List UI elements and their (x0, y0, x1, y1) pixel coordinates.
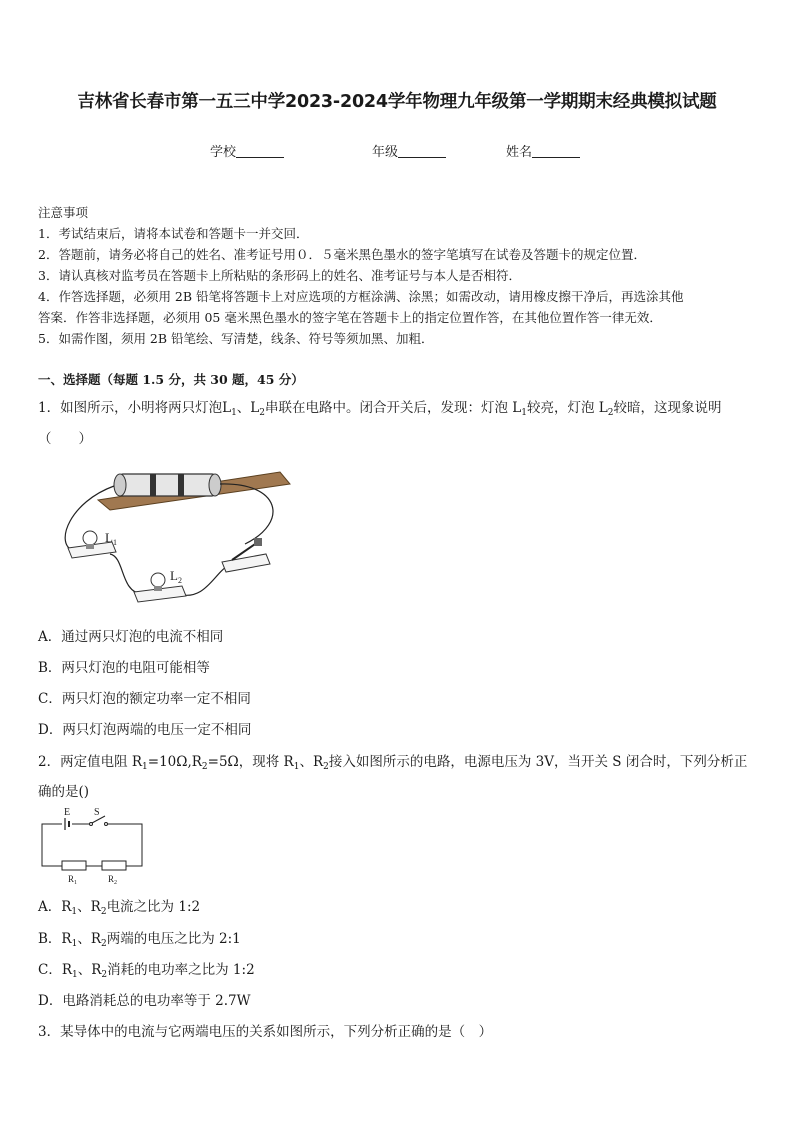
name-label: 姓名 (506, 145, 533, 160)
battery-tube (120, 474, 215, 496)
label-r1: $R_1$ (68, 874, 78, 886)
label-e: E (64, 807, 71, 818)
resistor-r1 (62, 861, 86, 870)
note-item: 3．请认真核对监考员在答题卡上所粘贴的条形码上的姓名、准考证号与本人是否相符． (38, 268, 521, 283)
question-1-stem: 1．如图所示，小明将两只灯泡$L_1$、$L_2$串联在电路中。闭合开关后，发现：灯泡 $L_1$较亮，灯泡 $L_2$较暗，这现象说明 (38, 400, 722, 418)
school-blank (236, 145, 284, 158)
lamp-l1-icon (83, 531, 97, 545)
q2-circuit-figure (38, 806, 148, 886)
question-2-stem: 2．两定值电阻 $R_1=10\Omega,R_2=5\Omega$，现将 $R_1$、$R_2$接入如图所示的电路，电源电压为 3V，当开关 S 闭合时，下列分析正 (38, 754, 748, 772)
lamp-l2-icon (151, 573, 165, 587)
name-blank (532, 145, 580, 158)
name-field (506, 141, 580, 160)
q1-option-a: A．通过两只灯泡的电流不相同 (38, 629, 224, 645)
note-item: 1．考试结束后，请将本试卷和答题卡一并交回． (38, 226, 309, 241)
notes-heading: 注意事项 (38, 205, 89, 220)
q2-option-b: B．$R_1$、$R_2$两端的电压之比为 2:1 (38, 931, 241, 949)
label-l1: $L_1$ (105, 530, 117, 547)
question-3-stem: 3．某导体中的电流与它两端电压的关系如图所示，下列分析正确的是（ ） (38, 1024, 493, 1040)
label-s: S (94, 807, 100, 818)
q2-option-c: C．$R_1$、$R_2$消耗的电功率之比为 1:2 (38, 962, 255, 980)
note-item: 答案．作答非选择题，必须用 05 毫米黑色墨水的签字笔在答题卡上的指定位置作答，在其他位置作答一律无效． (38, 310, 662, 325)
grade-blank (398, 145, 446, 158)
grade-label: 年级 (372, 145, 399, 160)
question-2-stem-line2: 确的是() (38, 784, 90, 800)
q1-option-c: C．两只灯泡的额定功率一定不相同 (38, 691, 251, 707)
q2-option-d: D．电路消耗总的电功率等于 2.7W (38, 993, 251, 1009)
q1-circuit-figure (50, 462, 350, 612)
resistor-r2 (102, 861, 126, 870)
question-1-paren: （ ） (38, 431, 92, 447)
switch-base (222, 554, 270, 572)
label-l2: $L_2$ (170, 568, 182, 585)
note-item: 2．答题前，请务必将自己的姓名、准考证号用０．５毫米黑色墨水的签字笔填写在试卷及答题卡的规定位置． (38, 247, 646, 262)
school-label: 学校 (210, 145, 237, 160)
note-item: 4．作答选择题，必须用 2B 铅笔将答题卡上对应选项的方框涂满、涂黑；如需改动，请用橡皮擦干净后，再选涂其他 (38, 289, 684, 304)
page-title: 吉林省长春市第一五三中学2023-2024学年物理九年级第一学期期末经典模拟试题 (77, 92, 717, 112)
note-item: 5．如需作图，须用 2B 铅笔绘、写清楚，线条、符号等须加黑、加粗． (38, 331, 434, 346)
q2-option-a: A．$R_1$、$R_2$电流之比为 1:2 (38, 899, 201, 917)
label-r2: $R_2$ (108, 874, 118, 886)
school-field (210, 141, 284, 160)
section-heading: 一、选择题（每题 1.5 分，共 30 题，45 分） (38, 372, 304, 387)
q1-option-d: D．两只灯泡两端的电压一定不相同 (38, 722, 252, 738)
grade-field (372, 141, 446, 160)
q1-option-b: B．两只灯泡的电阻可能相等 (38, 660, 210, 676)
